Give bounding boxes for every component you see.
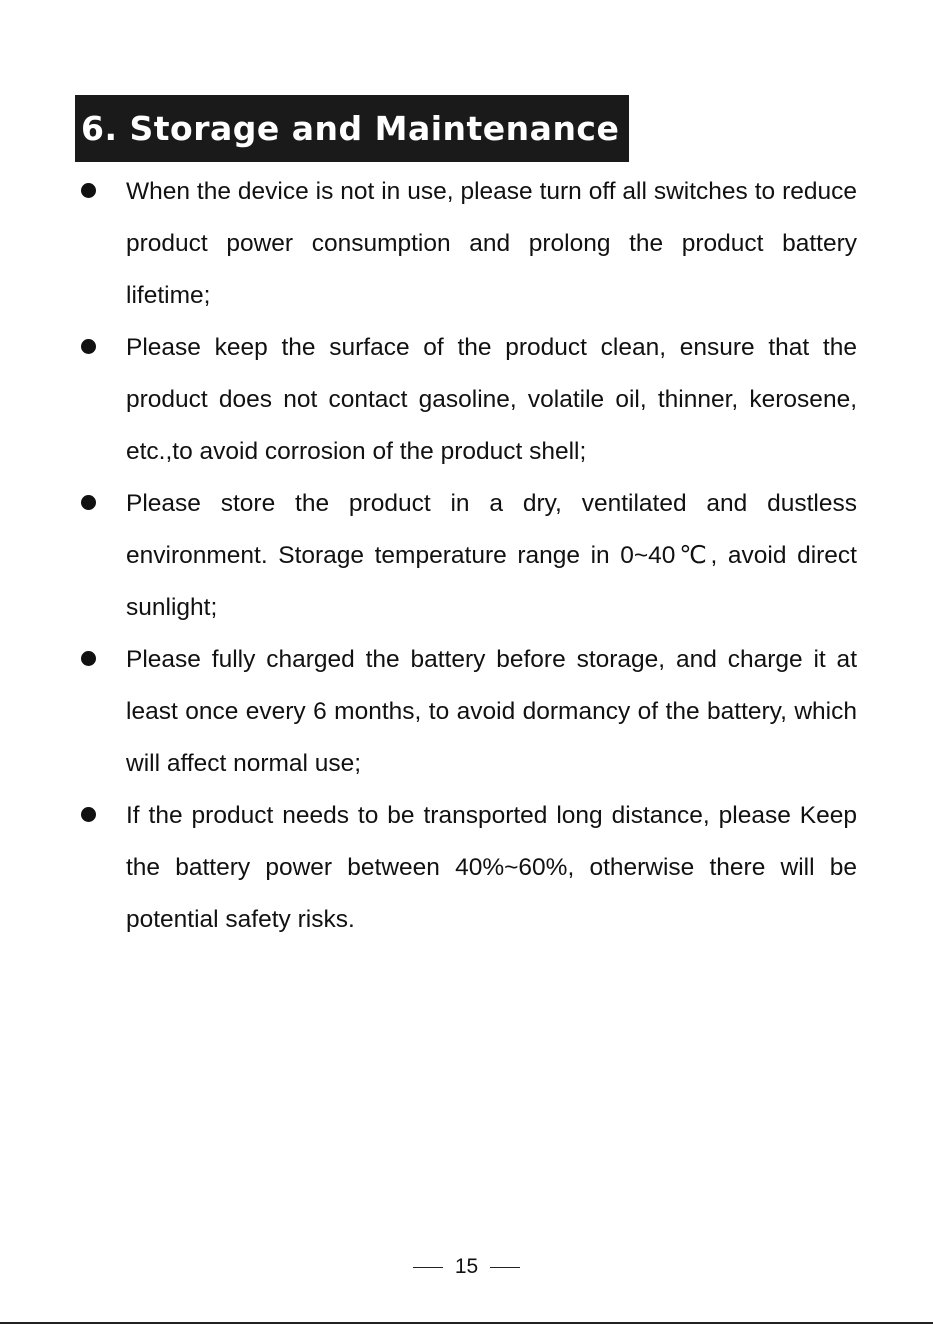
- list-item-text: Please keep the surface of the product clean, ensure that the product does not contact gasoline, volatile oil, thinner, kerosene, etc.,to avoid corrosion of the product shell;: [126, 334, 857, 465]
- list-item: [0, 790, 933, 946]
- footer-rule-right: [490, 1267, 520, 1268]
- footer-rule-left: [413, 1267, 443, 1268]
- list-item-text: Please store the product in a dry, ventilated and dustless environment. Storage temperature range in 0~40℃, avoid direct sunlight;: [126, 490, 857, 621]
- list-item: [0, 166, 933, 322]
- bullet-dot-icon: [81, 495, 96, 510]
- bullet-dot-icon: [81, 339, 96, 354]
- bullet-dot-icon: [81, 651, 96, 666]
- maintenance-list: [0, 166, 933, 946]
- bullet-dot-icon: [81, 183, 96, 198]
- section-title: 6. Storage and Maintenance: [75, 95, 629, 162]
- page-number: 15: [454, 1255, 479, 1278]
- list-item: [0, 322, 933, 478]
- bullet-dot-icon: [81, 807, 96, 822]
- list-item-text: If the product needs to be transported long distance, please Keep the battery power between 40%~60%, otherwise there will be potential safety risks.: [126, 802, 857, 933]
- list-item-text: Please fully charged the battery before storage, and charge it at least once every 6 months, to avoid dormancy of the battery, which will affect normal use;: [126, 646, 857, 777]
- list-item: [0, 478, 933, 634]
- list-item-text: When the device is not in use, please turn off all switches to reduce product power consumption and prolong the product battery lifetime;: [126, 178, 857, 309]
- page-footer: [0, 1254, 933, 1280]
- list-item: [0, 634, 933, 790]
